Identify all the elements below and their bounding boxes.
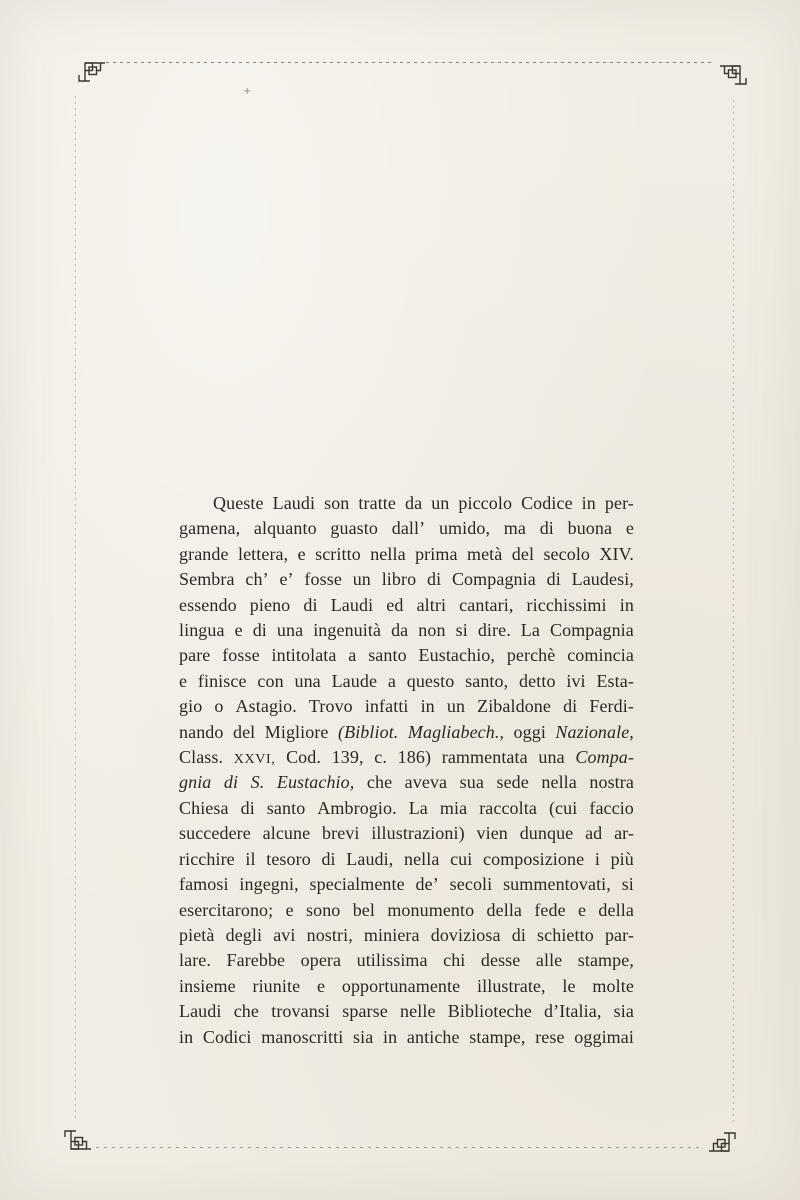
border-right-dashed-line xyxy=(733,100,734,1122)
text-line: lingua e di una ingenuità da non si dire. La Compagnia xyxy=(179,620,634,641)
text-line: e finisce con una Laude a questo santo, detto ivi Esta- xyxy=(179,670,634,691)
text-line: nando del Migliore (Bibliot. Magliabech., oggi Nazionale, xyxy=(179,721,634,742)
text-line: Laudi che trovansi sparse nelle Biblioteche d’Italia, sia xyxy=(179,1001,634,1022)
text-line: essendo pieno di Laudi ed altri cantari, ricchissimi in xyxy=(179,594,634,615)
text-line: lare. Farebbe opera utilissima chi desse alle stampe, xyxy=(179,950,634,971)
paragraph xyxy=(179,491,634,1050)
text-line: Queste Laudi son tratte da un piccolo Codice in per- xyxy=(213,493,634,513)
text-line: pietà degli avi nostri, miniera doviziosa di schietto par- xyxy=(179,924,634,945)
text-line: gio o Astagio. Trovo infatti in un Zibaldone di Ferdi- xyxy=(179,696,634,717)
text-line: succedere alcune brevi illustrazioni) vien dunque ad ar- xyxy=(179,823,634,844)
greek-fret-ornament-bottom-left-icon xyxy=(62,1124,92,1154)
text-line: Class. XXVI, Cod. 139, c. 186) rammentata una Compa- xyxy=(179,747,634,768)
border-left-dashed-line xyxy=(75,96,76,1120)
text-line: gamena, alquanto guasto dall’ umido, ma di buona e xyxy=(179,518,634,539)
border-top-dashed-line xyxy=(106,62,714,63)
text-line: ricchire il tesoro di Laudi, nella cui composizione i più xyxy=(179,848,634,869)
text-line: gnia di S. Eustachio, che aveva sua sede nella nostra xyxy=(179,772,634,793)
text-line: in Codici manoscritti sia in antiche stampe, rese oggimai xyxy=(179,1026,634,1047)
text-line: Chiesa di santo Ambrogio. La mia raccolta (cui faccio xyxy=(179,797,634,818)
greek-fret-ornament-bottom-right-icon xyxy=(708,1126,738,1156)
greek-fret-ornament-top-right-icon xyxy=(719,61,749,91)
text-line: famosi ingegni, specialmente de’ secoli summentovati, si xyxy=(179,874,634,895)
text-line: Sembra ch’ e’ fosse un libro di Compagnia di Laudesi, xyxy=(179,569,634,590)
scan-artifact-plus-mark: + xyxy=(243,86,252,97)
text-line: insieme riunite e opportunamente illustrate, le molte xyxy=(179,975,634,996)
border-bottom-dashed-line xyxy=(96,1147,702,1148)
greek-fret-ornament-top-left-icon xyxy=(76,58,106,88)
text-line: grande lettera, e scritto nella prima metà del secolo XIV. xyxy=(179,543,634,564)
text-line: esercitarono; e sono bel monumento della fede e della xyxy=(179,899,634,920)
text-line: pare fosse intitolata a santo Eustachio, perchè comincia xyxy=(179,645,634,666)
